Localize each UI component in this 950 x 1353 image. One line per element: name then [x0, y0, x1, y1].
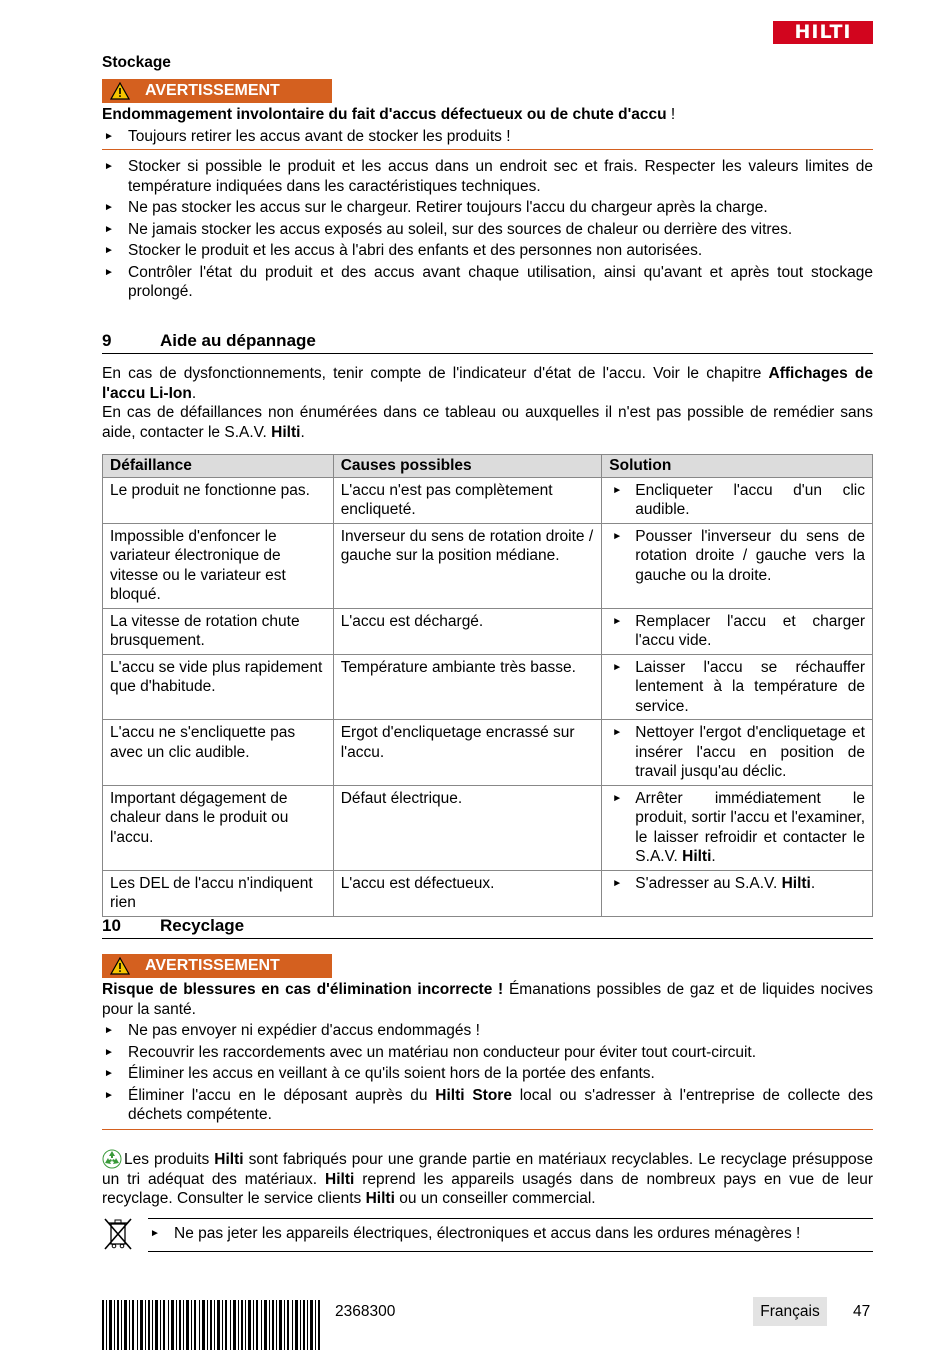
bullet-arrow-icon: ►	[104, 161, 114, 172]
table-header-row	[103, 455, 873, 478]
solution-cell: ► Encliqueter l'accu d'un clic audible.	[602, 477, 873, 523]
list-item: ► Éliminer l'accu en le déposant auprès du Hilti Store local ou s'adresser à l'entreprise de collecte des déchets compétente.	[104, 1086, 873, 1123]
column-header: Causes possibles	[333, 455, 602, 478]
bullet-arrow-icon: ►	[104, 266, 114, 278]
weee-top-rule	[148, 1218, 873, 1219]
cause-cell: L'accu est déchargé.	[333, 608, 602, 654]
bullet-arrow-icon: ►	[104, 223, 114, 235]
fault-cell: L'accu se vide plus rapidement que d'habitude.	[103, 654, 334, 720]
section-10-heading: 10 Recyclage	[102, 914, 873, 939]
cause-cell: L'accu n'est pas complètement encliqueté.	[333, 477, 602, 523]
bullet-arrow-icon: ►	[104, 1025, 114, 1036]
document-code: 2368300	[335, 1303, 396, 1320]
cause-cell: Température ambiante très basse.	[333, 654, 602, 720]
bullet-arrow-icon: ►	[150, 1228, 160, 1239]
recycling-paragraph: Les produits Hilti sont fabriqués pour une grande partie en matériaux recyclables. Le recyclage présuppose un tri adéquat des matériaux. Hilti reprend les appareils usagés dans de nombreux pays en vue de leur recyclage. Consulter le service clients Hilti ou un conseiller commercial.	[102, 1151, 873, 1207]
list-item: ► Stocker si possible le produit et les accus dans un endroit sec et frais. Respecter les valeurs limites de température indiquées dans les caractéristiques techniques.	[104, 158, 873, 195]
table-row	[103, 523, 873, 608]
cause-cell: Ergot d'encliquetage encrassé sur l'accu.	[333, 720, 602, 786]
fault-cell: La vitesse de rotation chute brusquement.	[103, 608, 334, 654]
recycling-warning-list	[102, 1021, 873, 1127]
bullet-arrow-icon: ►	[612, 727, 623, 738]
intro-paragraph-1: En cas de dysfonctionnements, tenir compte de l'indicateur d'état de l'accu. Voir le chapitre Affichages de l'accu Li-Ion.	[102, 365, 873, 402]
solution-cell: ► Pousser l'inverseur du sens de rotation droite / gauche vers la gauche ou la droite.	[602, 523, 873, 608]
weee-bottom-rule	[148, 1251, 873, 1252]
bullet-arrow-icon: ►	[104, 202, 114, 213]
storage-heading: Stockage	[102, 54, 171, 71]
warning-label: AVERTISSEMENT	[145, 82, 280, 99]
cause-cell: L'accu est défectueux.	[333, 870, 602, 916]
solution-cell: ► Nettoyer l'ergot d'encliquetage et insérer l'accu en position de travail jusqu'au déclic.	[602, 720, 873, 786]
section-9-heading: 9 Aide au dépannage	[102, 329, 873, 354]
table-row	[103, 654, 873, 720]
bullet-arrow-icon: ►	[104, 1046, 114, 1058]
intro-paragraph-2: En cas de défaillances non énumérées dans ce tableau ou auxquelles il n'est pas possible de remédier sans aide, contacter le S.A.V. Hilti.	[102, 404, 873, 441]
solution-cell: ► Laisser l'accu se réchauffer lentement à la température de service.	[602, 654, 873, 720]
column-header: Défaillance	[103, 455, 334, 478]
storage-warning-banner	[102, 79, 332, 103]
solution-cell: ► Arrêter immédiatement le produit, sortir l'accu et l'examiner, le laisser refroidir et contacter le S.A.V. Hilti.	[602, 785, 873, 870]
bullet-arrow-icon: ►	[612, 661, 623, 673]
list-item: ► Ne pas envoyer ni expédier d'accus endommagés !	[104, 1022, 480, 1039]
storage-warning-list	[102, 127, 873, 149]
column-header: Solution	[602, 455, 873, 478]
storage-list	[102, 157, 873, 304]
table-row	[103, 870, 873, 916]
fault-cell: L'accu ne s'encliquette pas avec un clic audible.	[103, 720, 334, 786]
cause-cell: Défaut électrique.	[333, 785, 602, 870]
barcode	[102, 1300, 322, 1350]
list-item: ► Stocker le produit et les accus à l'abri des enfants et des personnes non autorisées.	[104, 242, 703, 259]
list-item: ► Recouvrir les raccordements avec un matériau non conducteur pour éviter tout court-circuit.	[104, 1043, 757, 1061]
warning-title-text: Endommagement involontaire du fait d'accus défectueux ou de chute d'accu	[102, 106, 667, 123]
table-row	[103, 608, 873, 654]
section-9-intro	[102, 364, 873, 442]
bullet-arrow-icon: ►	[612, 615, 623, 627]
troubleshooting-table	[102, 454, 873, 917]
fault-cell: Les DEL de l'accu n'indiquent rien	[103, 870, 334, 916]
bullet-arrow-icon: ►	[104, 1068, 114, 1079]
hilti-logo: HILTI	[773, 21, 873, 44]
list-item: ► Éliminer les accus en veillant à ce qu'ils soient hors de la portée des enfants.	[104, 1065, 655, 1082]
recycling-warning-banner	[102, 954, 332, 978]
warning-triangle-icon	[110, 82, 130, 100]
bullet-arrow-icon: ►	[612, 792, 623, 804]
warning-label: AVERTISSEMENT	[145, 957, 280, 974]
fault-cell: Important dégagement de chaleur dans le produit ou l'accu.	[103, 785, 334, 870]
bullet-arrow-icon: ►	[612, 484, 623, 496]
fault-cell: Le produit ne fonctionne pas.	[103, 477, 334, 523]
list-item: ► Ne jamais stocker les accus exposés au soleil, sur des sources de chaleur ou derrière des vitres.	[104, 220, 793, 238]
bullet-arrow-icon: ►	[104, 131, 114, 142]
solution-cell: ► Remplacer l'accu et charger l'accu vide.	[602, 608, 873, 654]
bullet-arrow-icon: ►	[104, 245, 114, 256]
storage-warning-title	[102, 105, 873, 125]
crossed-bin-icon	[102, 1216, 134, 1252]
bullet-arrow-icon: ►	[612, 530, 623, 542]
list-item: ► Ne pas stocker les accus sur le chargeur. Retirer toujours l'accu du chargeur après la charge.	[104, 199, 768, 216]
list-item: ► Ne pas jeter les appareils électriques, électroniques et accus dans les ordures ménagères !	[150, 1225, 801, 1242]
list-item: ► Toujours retirer les accus avant de stocker les produits !	[104, 128, 511, 145]
weee-list	[148, 1224, 873, 1246]
language-label: Français	[753, 1297, 827, 1326]
list-item: ► Contrôler l'état du produit et des accus avant chaque utilisation, ainsi qu'avant et après tout stockage prolongé.	[104, 263, 873, 300]
cause-cell: Inverseur du sens de rotation droite / gauche sur la position médiane.	[333, 523, 602, 608]
fault-cell: Impossible d'enfoncer le variateur électronique de vitesse ou le variateur est bloqué.	[103, 523, 334, 608]
bullet-arrow-icon: ►	[104, 1089, 114, 1101]
bullet-arrow-icon: ►	[612, 877, 623, 889]
warning-triangle-icon	[110, 957, 130, 975]
table-row	[103, 477, 873, 523]
warning-divider	[102, 1129, 873, 1130]
page-number: 47	[853, 1303, 871, 1320]
warning-divider	[102, 149, 873, 150]
table-row	[103, 785, 873, 870]
warning-title-tail: !	[666, 106, 676, 123]
solution-cell: ► S'adresser au S.A.V. Hilti.	[602, 870, 873, 916]
recycling-warning-text: Risque de blessures en cas d'élimination incorrecte ! Émanations possibles de gaz et de liquides nocives pour la santé.	[102, 981, 873, 1018]
table-row	[103, 720, 873, 786]
